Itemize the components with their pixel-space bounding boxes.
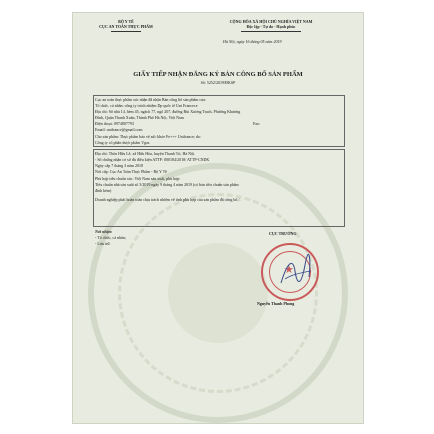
place-date: Hà Nội, ngày 16 tháng 05 năm 2019 [223,39,282,44]
standard-line-3: đính kèm) [95,188,112,193]
handwritten-signature [279,253,313,293]
address-line-2: Đình, Quận Thanh Xuân, Thành Phố Hà Nội, Việt Nam [95,115,184,120]
manufacturer-address: Địa chỉ: Thôn Hữu Lê, xã Hữu Hòa, huyện Thanh Trì, Hà Nội. [95,151,196,156]
recipients-label: Nơi nhận: [95,229,113,234]
motto-underline [241,31,301,32]
product-line: Cho sản phẩm: Thực phẩm bảo vệ sức khỏe Fe+++ Unifrance; do: [95,134,202,139]
watermark-center [168,243,268,343]
recipient-1: - Tổ chức, cá nhân; [95,235,126,240]
seal-star-icon: ★ [284,264,294,276]
national-motto: Độc lập - Tự do - Hạnh phúc [246,24,296,29]
certificate-date: Ngày cấp 7 tháng 3 năm 2018 [95,163,143,168]
document-title: GIẤY TIẾP NHẬN ĐĂNG KÝ BẢN CÔNG BỐ SẢN PHẨM [133,71,303,78]
document-page [72,12,364,424]
phone-line: Điện thoại: 0974807793 [95,121,134,126]
fax-line: Fax: [253,121,261,126]
director-title: CỤC TRƯỞNG [269,231,297,236]
address-line-1: Địa chỉ: Số nhà 14, hẻm 45, ngách 77, ngõ 207, đường Bùi Xương Trạch, Phường Khương [95,109,241,114]
department-underline [111,31,141,32]
standard-line-2: Tiêu chuẩn nhà sản xuất số 3/2019 ngày 9 tháng 4 năm 2019 (có bản tiêu chuẩn sản phẩm [95,182,239,187]
recipient-2: - Lưu trữ. [95,241,111,246]
organization-line: Tổ chức, cá nhân: công ty trách nhiệm Dp quốc tế Uni Francece [95,103,198,108]
ministry-name: BỘ Y TẾ [118,19,134,24]
intro-line: Cục an toàn thực phẩm xác nhận đã nhận Bản công bố sản phẩm của: [95,97,207,102]
standard-line-1: Phù hợp tiêu chuẩn xác: Việt Nam sản xuất, phù hợp: [95,176,181,181]
certificate-number: - Số chứng nhận cơ sở đủ điều kiện ATTP: 000184/2018/ ATTP-CNDK [95,157,210,162]
republic-name: CỘNG HÒA XÃ HỘI CHỦ NGHĨA VIỆT NAM [229,19,313,24]
department-name: CỤC AN TOÀN THỰC PHẨM [99,24,153,29]
certificate-issuer: Nơi cấp: Cục An Toàn Thực Phẩm - Bộ Y Tế [95,169,167,174]
signer-name: Nguyễn Thanh Phong [257,301,295,306]
manufacturer-line: Công ty cổ phần dược phẩm Vgas [95,140,150,145]
closing-statement: Doanh nghiệp phải hoàn toàn chịu trách nhiệm về tính phù hợp của sản phẩm đã công bố./. [95,197,241,202]
document-number: Số: 5252/2019/ĐKSP [200,80,236,85]
email-line: Email: unifrance@gmail.com [95,127,143,132]
